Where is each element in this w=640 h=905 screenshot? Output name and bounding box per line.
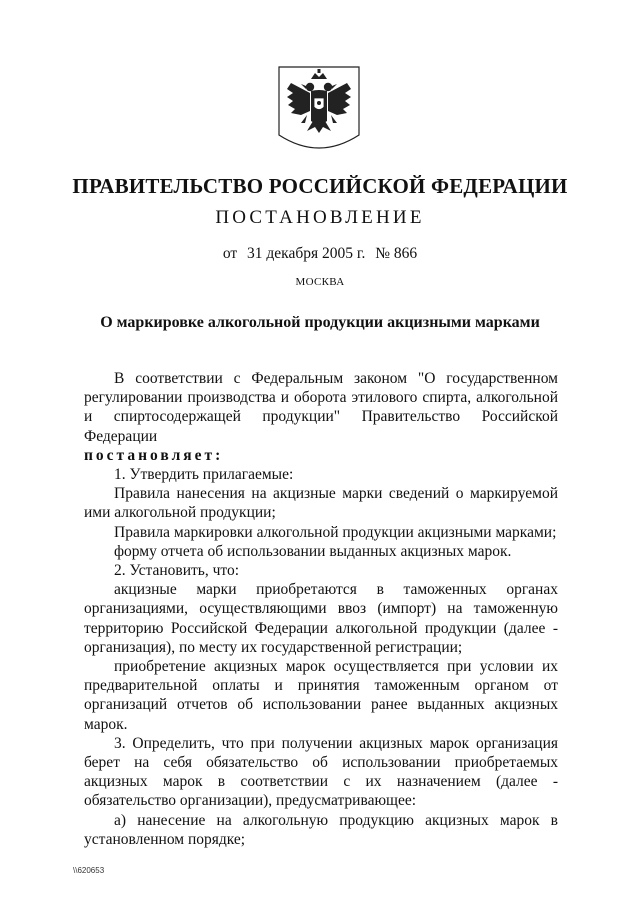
russian-coat-of-arms-icon [277,65,361,157]
document-subject: О маркировке алкогольной продукции акцизными марками [100,314,540,331]
clause-1-item-a: Правила нанесения на акцизные марки сведений о маркируемой ими алкогольной продукции; [84,485,558,522]
coat-of-arms-emblem [277,65,361,157]
document-number: № 866 [375,245,418,262]
decree-word: постановляет: [84,446,224,464]
city-name: МОСКВА [295,276,345,288]
document-type: ПОСТАНОВЛЕНИЕ [215,207,425,228]
clause-1-item-b: Правила маркировки алкогольной продукции акцизными марками; [114,523,557,541]
clause-1-item-c: форму отчета об использовании выданных акцизных марок. [114,542,512,560]
clause-2: 2. Установить, что: [114,562,240,580]
clause-1: 1. Утвердить прилагаемые: [114,466,294,484]
clause-3: 3. Определить, что при получении акцизных марок организация берет на себя обязательство об использовании приобретаемых акцизных марок в соответствии с их назначением (далее - обязательство организации), предусматривающее: [84,734,558,810]
preamble-paragraph: В соответствии с Федеральным законом "О государственном регулировании производства и оборота этилового спирта, алкогольной и спиртосодержащей продукции" Правительство Российской Федерации [84,370,558,445]
date-prefix: от [222,245,238,262]
document-date: 31 декабря 2005 г. [247,245,366,262]
document-date-line [0,245,640,263]
footer-document-code: \\620653 [73,866,105,875]
clause-2-item-a: акцизные марки приобретаются в таможенных органах организациями, осуществляющими ввоз (импорт) на таможенную территорию Российской Федерации алкогольной продукции (далее - организация), по месту их государственной регистрации; [84,581,558,656]
clause-2-item-b: приобретение акцизных марок осуществляется при условии их предварительной оплаты и принятия таможенным органом от организаций отчетов об использовании ранее выданных акцизных марок. [84,658,558,733]
decree-word-paragraph [84,446,558,465]
document-body [84,369,558,849]
government-title: ПРАВИТЕЛЬСТВО РОССИЙСКОЙ ФЕДЕРАЦИИ [72,174,568,198]
clause-3-item-a: а) нанесение на алкогольную продукцию акцизных марок в установленном порядке; [84,811,558,848]
